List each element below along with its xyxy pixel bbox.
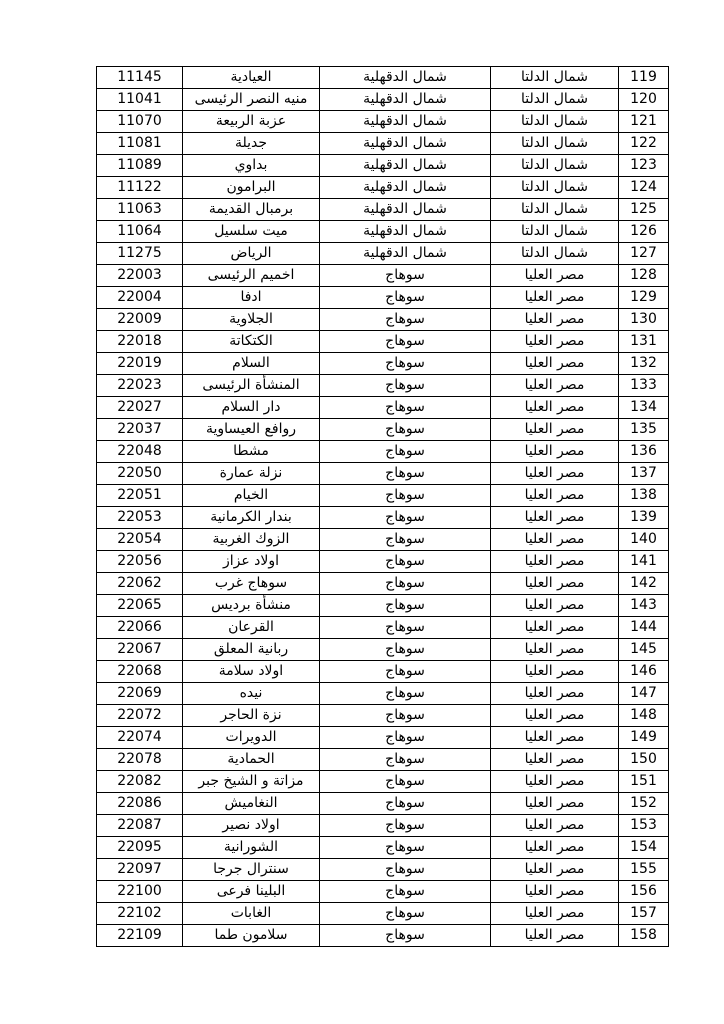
governorate-cell: سوهاج [320, 925, 491, 947]
governorate-cell: سوهاج [320, 837, 491, 859]
table-row [97, 507, 669, 529]
region-cell: مصر العليا [491, 881, 619, 903]
row-number-cell: 150 [619, 749, 669, 771]
table-row [97, 881, 669, 903]
region-cell: مصر العليا [491, 485, 619, 507]
table-row [97, 287, 669, 309]
governorate-cell: سوهاج [320, 287, 491, 309]
exchange-name-cell: سلامون طما [183, 925, 320, 947]
exchange-code-cell: 22086 [97, 793, 183, 815]
exchange-code-cell: 22023 [97, 375, 183, 397]
row-number-cell: 125 [619, 199, 669, 221]
table-row [97, 617, 669, 639]
governorate-cell: سوهاج [320, 441, 491, 463]
row-number-cell: 140 [619, 529, 669, 551]
row-number-cell: 143 [619, 595, 669, 617]
governorate-cell: شمال الدقهلية [320, 243, 491, 265]
region-cell: مصر العليا [491, 749, 619, 771]
exchange-code-cell: 22066 [97, 617, 183, 639]
exchange-name-cell: نزة الحاجر [183, 705, 320, 727]
governorate-cell: سوهاج [320, 859, 491, 881]
row-number-cell: 131 [619, 331, 669, 353]
exchange-name-cell: البرامون [183, 177, 320, 199]
region-cell: مصر العليا [491, 595, 619, 617]
row-number-cell: 136 [619, 441, 669, 463]
exchange-name-cell: الكتكاتة [183, 331, 320, 353]
table-row [97, 771, 669, 793]
governorate-cell: شمال الدقهلية [320, 133, 491, 155]
exchange-name-cell: الغابات [183, 903, 320, 925]
table-row [97, 727, 669, 749]
governorate-cell: سوهاج [320, 375, 491, 397]
row-number-cell: 149 [619, 727, 669, 749]
row-number-cell: 133 [619, 375, 669, 397]
exchange-name-cell: الحمادية [183, 749, 320, 771]
region-cell: مصر العليا [491, 771, 619, 793]
exchange-code-cell: 11089 [97, 155, 183, 177]
exchange-name-cell: ميت سلسيل [183, 221, 320, 243]
exchange-code-cell: 22100 [97, 881, 183, 903]
table-row [97, 155, 669, 177]
exchange-name-cell: ادفا [183, 287, 320, 309]
exchange-code-cell: 22102 [97, 903, 183, 925]
row-number-cell: 148 [619, 705, 669, 727]
row-number-cell: 151 [619, 771, 669, 793]
exchange-name-cell: العيادية [183, 67, 320, 89]
region-cell: مصر العليا [491, 661, 619, 683]
region-cell: مصر العليا [491, 837, 619, 859]
exchange-name-cell: سنترال جرجا [183, 859, 320, 881]
governorate-cell: سوهاج [320, 881, 491, 903]
region-cell: شمال الدلتا [491, 155, 619, 177]
row-number-cell: 158 [619, 925, 669, 947]
row-number-cell: 157 [619, 903, 669, 925]
table-row [97, 309, 669, 331]
row-number-cell: 122 [619, 133, 669, 155]
governorate-cell: سوهاج [320, 903, 491, 925]
governorate-cell: سوهاج [320, 749, 491, 771]
row-number-cell: 129 [619, 287, 669, 309]
table-row [97, 265, 669, 287]
exchange-name-cell: المنشأة الرئيسى [183, 375, 320, 397]
exchange-name-cell: منيه النصر الرئيسى [183, 89, 320, 111]
exchange-name-cell: الدويرات [183, 727, 320, 749]
table-row [97, 485, 669, 507]
governorate-cell: سوهاج [320, 265, 491, 287]
table-row [97, 749, 669, 771]
row-number-cell: 152 [619, 793, 669, 815]
exchange-name-cell: دار السلام [183, 397, 320, 419]
table-body [97, 67, 669, 947]
exchange-code-cell: 22062 [97, 573, 183, 595]
region-cell: شمال الدلتا [491, 243, 619, 265]
governorate-cell: سوهاج [320, 793, 491, 815]
region-cell: مصر العليا [491, 639, 619, 661]
row-number-cell: 123 [619, 155, 669, 177]
governorate-cell: سوهاج [320, 727, 491, 749]
governorate-cell: سوهاج [320, 507, 491, 529]
region-cell: مصر العليا [491, 287, 619, 309]
row-number-cell: 128 [619, 265, 669, 287]
exchange-code-cell: 22056 [97, 551, 183, 573]
table-row [97, 551, 669, 573]
exchange-code-cell: 11145 [97, 67, 183, 89]
governorate-cell: سوهاج [320, 683, 491, 705]
exchange-name-cell: عزبة الربيعة [183, 111, 320, 133]
region-cell: مصر العليا [491, 727, 619, 749]
region-cell: شمال الدلتا [491, 177, 619, 199]
row-number-cell: 156 [619, 881, 669, 903]
governorate-cell: سوهاج [320, 771, 491, 793]
governorate-cell: سوهاج [320, 661, 491, 683]
exchange-code-cell: 22027 [97, 397, 183, 419]
row-number-cell: 154 [619, 837, 669, 859]
exchange-code-cell: 22053 [97, 507, 183, 529]
exchange-code-cell: 22068 [97, 661, 183, 683]
governorate-cell: سوهاج [320, 573, 491, 595]
row-number-cell: 127 [619, 243, 669, 265]
exchange-code-cell: 22004 [97, 287, 183, 309]
region-cell: مصر العليا [491, 353, 619, 375]
row-number-cell: 130 [619, 309, 669, 331]
exchange-code-cell: 22067 [97, 639, 183, 661]
exchange-code-cell: 22078 [97, 749, 183, 771]
region-cell: مصر العليا [491, 815, 619, 837]
exchange-code-cell: 22087 [97, 815, 183, 837]
region-cell: مصر العليا [491, 529, 619, 551]
region-cell: شمال الدلتا [491, 133, 619, 155]
region-cell: شمال الدلتا [491, 199, 619, 221]
table-row [97, 177, 669, 199]
governorate-cell: شمال الدقهلية [320, 89, 491, 111]
row-number-cell: 155 [619, 859, 669, 881]
governorate-cell: شمال الدقهلية [320, 67, 491, 89]
table-row [97, 243, 669, 265]
exchange-name-cell: بندار الكرمانية [183, 507, 320, 529]
governorate-cell: سوهاج [320, 617, 491, 639]
governorate-cell: شمال الدقهلية [320, 199, 491, 221]
governorate-cell: سوهاج [320, 815, 491, 837]
exchange-name-cell: اولاد سلامة [183, 661, 320, 683]
governorate-cell: سوهاج [320, 485, 491, 507]
row-number-cell: 119 [619, 67, 669, 89]
table-row [97, 859, 669, 881]
row-number-cell: 132 [619, 353, 669, 375]
region-cell: مصر العليا [491, 551, 619, 573]
exchange-name-cell: نزلة عمارة [183, 463, 320, 485]
exchange-name-cell: الزوك الغربية [183, 529, 320, 551]
region-cell: مصر العليا [491, 507, 619, 529]
exchange-name-cell: الرياض [183, 243, 320, 265]
table-row [97, 595, 669, 617]
exchange-code-cell: 11063 [97, 199, 183, 221]
exchange-code-cell: 11064 [97, 221, 183, 243]
governorate-cell: سوهاج [320, 529, 491, 551]
region-cell: مصر العليا [491, 573, 619, 595]
exchange-code-cell: 22082 [97, 771, 183, 793]
exchange-name-cell: منشأة برديس [183, 595, 320, 617]
row-number-cell: 142 [619, 573, 669, 595]
exchange-code-cell: 22018 [97, 331, 183, 353]
table-row [97, 419, 669, 441]
governorate-cell: سوهاج [320, 463, 491, 485]
exchange-name-cell: مزاتة و الشيخ جبر [183, 771, 320, 793]
exchanges-table [96, 66, 669, 947]
exchange-code-cell: 11041 [97, 89, 183, 111]
exchange-name-cell: اولاد عزاز [183, 551, 320, 573]
table-row [97, 683, 669, 705]
exchange-name-cell: بداوي [183, 155, 320, 177]
exchange-name-cell: البلينا فرعى [183, 881, 320, 903]
exchange-code-cell: 22009 [97, 309, 183, 331]
table-row [97, 111, 669, 133]
governorate-cell: سوهاج [320, 639, 491, 661]
exchange-code-cell: 22069 [97, 683, 183, 705]
exchange-name-cell: روافع العيساوية [183, 419, 320, 441]
table-row [97, 89, 669, 111]
exchange-code-cell: 22109 [97, 925, 183, 947]
exchange-code-cell: 22097 [97, 859, 183, 881]
exchange-code-cell: 11122 [97, 177, 183, 199]
table-row [97, 199, 669, 221]
exchange-code-cell: 22037 [97, 419, 183, 441]
region-cell: مصر العليا [491, 705, 619, 727]
table-row [97, 331, 669, 353]
exchange-code-cell: 22050 [97, 463, 183, 485]
table-row [97, 353, 669, 375]
governorate-cell: سوهاج [320, 353, 491, 375]
governorate-cell: سوهاج [320, 551, 491, 573]
exchange-code-cell: 11070 [97, 111, 183, 133]
exchange-name-cell: برمبال القديمة [183, 199, 320, 221]
table-row [97, 463, 669, 485]
table-row [97, 67, 669, 89]
table-row [97, 221, 669, 243]
exchange-name-cell: اخميم الرئيسى [183, 265, 320, 287]
table-row [97, 639, 669, 661]
region-cell: شمال الدلتا [491, 221, 619, 243]
exchange-name-cell: النغاميش [183, 793, 320, 815]
region-cell: مصر العليا [491, 397, 619, 419]
region-cell: شمال الدلتا [491, 111, 619, 133]
region-cell: مصر العليا [491, 903, 619, 925]
region-cell: مصر العليا [491, 683, 619, 705]
exchange-code-cell: 22003 [97, 265, 183, 287]
exchange-name-cell: جديلة [183, 133, 320, 155]
region-cell: مصر العليا [491, 463, 619, 485]
region-cell: مصر العليا [491, 309, 619, 331]
exchange-code-cell: 22072 [97, 705, 183, 727]
table-row [97, 573, 669, 595]
region-cell: مصر العليا [491, 375, 619, 397]
exchange-name-cell: الشورانية [183, 837, 320, 859]
table-row [97, 903, 669, 925]
governorate-cell: شمال الدقهلية [320, 111, 491, 133]
governorate-cell: سوهاج [320, 705, 491, 727]
governorate-cell: سوهاج [320, 397, 491, 419]
exchange-name-cell: ربانية المعلق [183, 639, 320, 661]
exchange-name-cell: السلام [183, 353, 320, 375]
exchange-code-cell: 22019 [97, 353, 183, 375]
region-cell: مصر العليا [491, 441, 619, 463]
row-number-cell: 135 [619, 419, 669, 441]
table-row [97, 529, 669, 551]
governorate-cell: شمال الدقهلية [320, 155, 491, 177]
region-cell: مصر العليا [491, 617, 619, 639]
governorate-cell: سوهاج [320, 331, 491, 353]
row-number-cell: 134 [619, 397, 669, 419]
exchange-code-cell: 11275 [97, 243, 183, 265]
region-cell: مصر العليا [491, 419, 619, 441]
exchange-name-cell: الخيام [183, 485, 320, 507]
exchange-code-cell: 22048 [97, 441, 183, 463]
table-row [97, 661, 669, 683]
table-row [97, 815, 669, 837]
table-row [97, 705, 669, 727]
governorate-cell: شمال الدقهلية [320, 221, 491, 243]
region-cell: مصر العليا [491, 859, 619, 881]
row-number-cell: 146 [619, 661, 669, 683]
region-cell: مصر العليا [491, 925, 619, 947]
exchange-code-cell: 22074 [97, 727, 183, 749]
table-row [97, 793, 669, 815]
region-cell: مصر العليا [491, 265, 619, 287]
governorate-cell: سوهاج [320, 595, 491, 617]
row-number-cell: 121 [619, 111, 669, 133]
exchange-name-cell: نيده [183, 683, 320, 705]
region-cell: مصر العليا [491, 331, 619, 353]
region-cell: شمال الدلتا [491, 67, 619, 89]
row-number-cell: 139 [619, 507, 669, 529]
row-number-cell: 141 [619, 551, 669, 573]
exchange-name-cell: اولاد نصير [183, 815, 320, 837]
row-number-cell: 126 [619, 221, 669, 243]
row-number-cell: 137 [619, 463, 669, 485]
table-row [97, 441, 669, 463]
governorate-cell: شمال الدقهلية [320, 177, 491, 199]
exchange-code-cell: 22065 [97, 595, 183, 617]
exchange-code-cell: 22051 [97, 485, 183, 507]
row-number-cell: 145 [619, 639, 669, 661]
governorate-cell: سوهاج [320, 309, 491, 331]
region-cell: شمال الدلتا [491, 89, 619, 111]
table-row [97, 397, 669, 419]
exchange-name-cell: سوهاج غرب [183, 573, 320, 595]
table-row [97, 837, 669, 859]
row-number-cell: 153 [619, 815, 669, 837]
exchange-code-cell: 22095 [97, 837, 183, 859]
region-cell: مصر العليا [491, 793, 619, 815]
table-row [97, 133, 669, 155]
exchange-code-cell: 22054 [97, 529, 183, 551]
table-row [97, 375, 669, 397]
row-number-cell: 120 [619, 89, 669, 111]
row-number-cell: 124 [619, 177, 669, 199]
exchange-code-cell: 11081 [97, 133, 183, 155]
governorate-cell: سوهاج [320, 419, 491, 441]
row-number-cell: 138 [619, 485, 669, 507]
row-number-cell: 147 [619, 683, 669, 705]
exchange-name-cell: مشطا [183, 441, 320, 463]
table-row [97, 925, 669, 947]
row-number-cell: 144 [619, 617, 669, 639]
exchange-name-cell: الجلاوية [183, 309, 320, 331]
exchange-name-cell: القرعان [183, 617, 320, 639]
